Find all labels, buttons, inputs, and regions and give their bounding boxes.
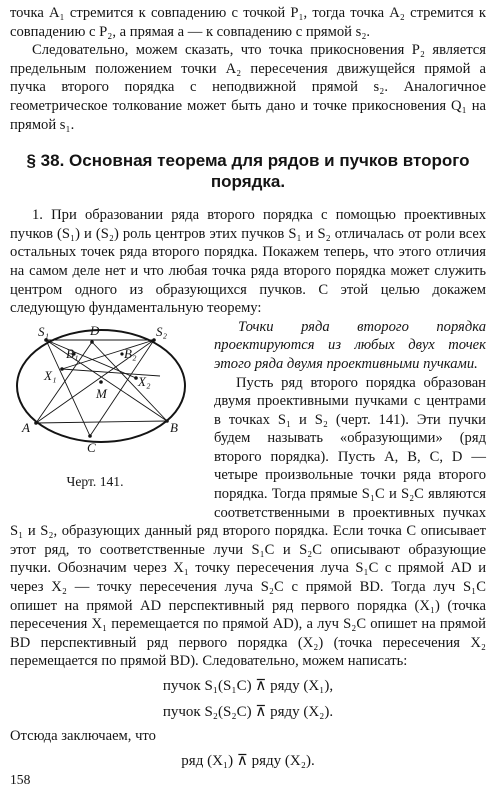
paragraph-conclusion: Отсюда заключаем, что: [10, 728, 156, 744]
page-number: 158: [10, 772, 31, 787]
label-S1: S₁: [38, 323, 50, 339]
figure-caption: Черт. 141.: [66, 473, 124, 489]
paragraph-top: точка A₁ стремится к совпадению с точкой P₁, тогда точка A₂ стремится к совпадению с P₂, а прямая a — к совпадению с прямой s₂.: [10, 5, 486, 40]
paragraph-proof: Пусть ряд второго порядка образован двумя проективными пучками с центрами в точках S₁ и S₂ (черт. 141). Эти пучки будем называть «образующими» (ряд второго порядка). Пусть A, B, C, D — четыре произвольные точки ряда второго порядка. Тогда прямые S₁C и S₂C являются соответственными в проективных пучках S₁ и S₂, образующих данный ряд второго порядка. Если точка C описывает этот ряд, то соответственные лучи S₁C и S₂C описывают образующие пучки. Обозначим через X₁ точку пересечения луча S₁C с прямой AD и через X₂ — точку пересечения луча S₂C с прямой BD. Тогда луч S₁C опишет на прямой AD перспективный ряд первого порядка (X₁) (точка пересечения X₁ перемещается по прямой AD), а луч S₂C опишет на прямой BD перспективный ряд первого порядка (X₂) (точка пересечения X₂ перемещается по прямой BD). Следовательно, можем написать:: [10, 374, 486, 670]
label-A: A: [22, 419, 30, 435]
label-B1: B₁: [66, 345, 79, 361]
label-S2: S₂: [156, 323, 168, 339]
figure-diagram: [10, 320, 200, 470]
paragraph-limit: Следовательно, можем сказать, что точка прикосновения P₂ является предельным положением точки A₂ пересечения движущейся прямой a пучка второго порядка с неподвижной прямой s₂. Аналогичное геометрическое толкование может быть дано и точке прикосновения Q₁ на прямой s₁.: [10, 42, 486, 133]
paragraph-intro: 1. При образовании ряда второго порядка с помощью проективных пучков (S₁) и (S₂) роль центров этих пучков S₁ и S₂ отличалась от роли всех остальных точек ряда второго порядка. Покажем теперь, что этого отличия на самом деле нет и что любая точка ряда второго порядка может служить центром одного из образующихся пучков. С этой целью докажем следующую фундаментальную теорему:: [10, 207, 486, 317]
formula-2: пучок S₂(S₂C) ⊼ ряду (X₂).: [162, 704, 334, 720]
theorem-statement: Точки ряда второго порядка проектируются из любых двух точек этого ряда двумя проективными пучками.: [214, 318, 486, 372]
label-X2: X₂: [138, 373, 151, 389]
label-B: B: [170, 419, 178, 435]
label-C: C: [87, 439, 96, 455]
section-heading: § 38. Основная теорема для рядов и пучков второго порядка.: [26, 151, 470, 192]
figure-141: [10, 318, 206, 508]
label-M: M: [96, 385, 107, 401]
label-D: D: [90, 322, 100, 338]
formula-1: пучок S₁(S₁C) ⊼ ряду (X₁),: [162, 678, 334, 694]
label-B2: B₂: [124, 345, 137, 361]
label-X1: X₁: [44, 367, 57, 383]
formula-3: ряд (X₁) ⊼ ряду (X₂).: [181, 752, 315, 769]
